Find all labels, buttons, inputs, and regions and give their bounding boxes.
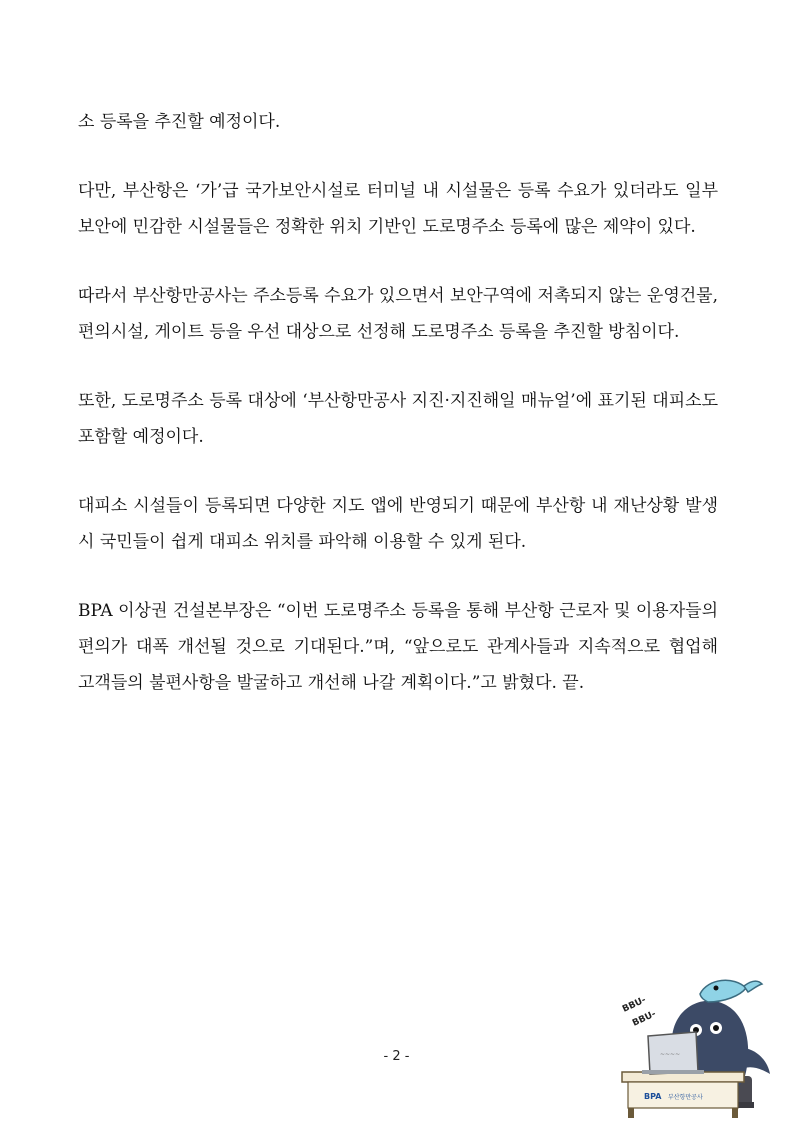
paragraph-1: 소 등록을 추진할 예정이다.	[78, 112, 281, 132]
desk-logo: BPA	[644, 1092, 662, 1101]
document-body	[78, 104, 718, 734]
desk-leg-right	[732, 1108, 738, 1118]
dolphin-body	[700, 980, 746, 1002]
dolphin-tail	[744, 981, 762, 992]
whale-mascot-icon	[612, 968, 782, 1118]
paragraph-4: 또한, 도로명주소 등록 대상에 ‘부산항만공사 지진·지진해일 매뉴얼’에 표기된 대피소도 포함할 예정이다.	[78, 391, 718, 447]
paragraph-2: 다만, 부산항은 ‘가’급 국가보안시설로 터미널 내 시설물은 등록 수요가 있더라도 일부 보안에 민감한 시설물들은 정확한 위치 기반인 도로명주소 등록에 많은 제약이 있다.	[78, 181, 718, 237]
desk-logo-sub: 부산항만공사	[668, 1094, 703, 1101]
page-number: - 2 -	[383, 1049, 410, 1064]
whale-pupil-right	[713, 1025, 719, 1031]
paragraph-3: 따라서 부산항만공사는 주소등록 수요가 있으면서 보안구역에 저촉되지 않는 운영건물, 편의시설, 게이트 등을 우선 대상으로 선정해 도로명주소 등록을 추진할 방침이다.	[78, 286, 718, 342]
laptop-base	[642, 1070, 704, 1074]
laptop-text: ~~~~	[660, 1051, 681, 1058]
paragraph-6: BPA 이상권 건설본부장은 “이번 도로명주소 등록을 통해 부산항 근로자 및 이용자들의 편의가 대폭 개선될 것으로 기대된다.”며, “앞으로도 관계사들과 지속적으로 협업해 고객들의 불편사항을 발굴하고 개선해 나갈 계획이다.”고 밝혔다. 끝.	[78, 601, 718, 693]
whale-fin	[744, 1048, 770, 1074]
desk-leg-left	[628, 1108, 634, 1118]
paragraph-5: 대피소 시설들이 등록되면 다양한 지도 앱에 반영되기 때문에 부산항 내 재난상황 발생 시 국민들이 쉽게 대피소 위치를 파악해 이용할 수 있게 된다.	[78, 496, 718, 552]
speech-text-2: BBU-	[631, 1009, 658, 1029]
speech-text-1: BBU-	[621, 995, 648, 1015]
dolphin-eye	[714, 986, 719, 991]
